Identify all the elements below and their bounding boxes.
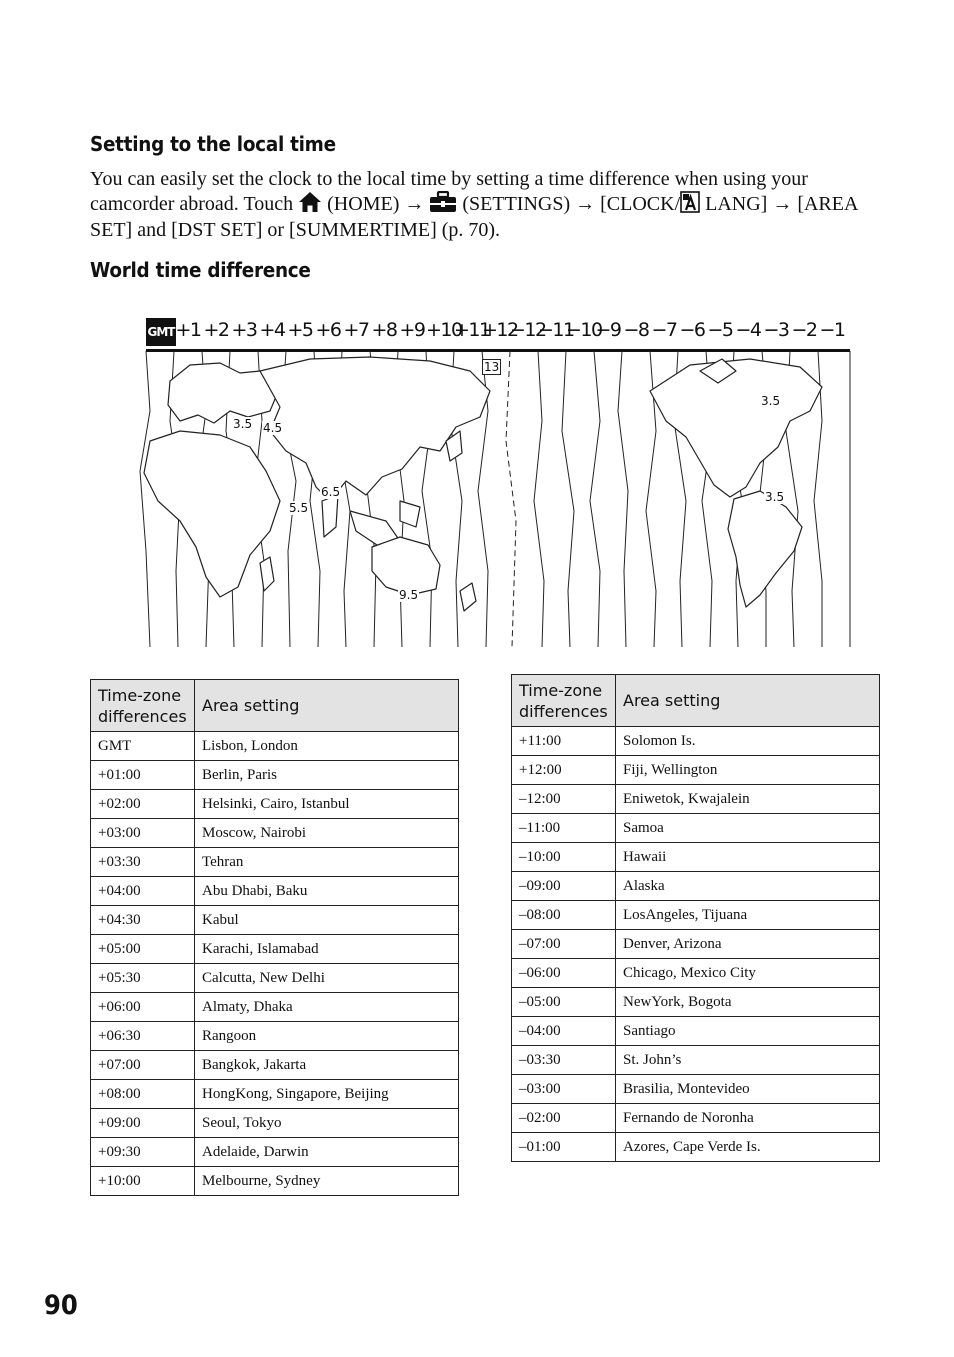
tz-label: −6 — [679, 319, 705, 341]
tz-diff-cell: +03:00 — [91, 819, 195, 848]
tz-label: −8 — [623, 319, 649, 341]
table-row — [512, 727, 880, 756]
map-note: 5.5 — [289, 501, 309, 515]
para-text-c: (SETTINGS) → [CLOCK/ — [457, 193, 681, 215]
table-row — [512, 1133, 880, 1162]
tz-diff-cell: +11:00 — [512, 727, 616, 756]
area-cell: Eniwetok, Kwajalein — [616, 785, 880, 814]
tz-label: +2 — [203, 319, 229, 341]
table-row — [512, 814, 880, 843]
tz-diff-cell: +04:00 — [91, 877, 195, 906]
table-row — [91, 1109, 459, 1138]
tz-diff-cell: –02:00 — [512, 1104, 616, 1133]
table-row — [91, 1051, 459, 1080]
table-row — [91, 964, 459, 993]
area-cell: St. John’s — [616, 1046, 880, 1075]
table-row — [512, 959, 880, 988]
table-row — [91, 1080, 459, 1109]
tz-diff-cell: –08:00 — [512, 901, 616, 930]
table-row — [91, 906, 459, 935]
tz-label: −11 — [538, 319, 574, 341]
tz-diff-cell: +05:00 — [91, 935, 195, 964]
para-text-a: You can easily set the clock to the local time by setting a time difference when using your camcorder abroad. Touch — [90, 168, 808, 215]
tz-diff-cell: –03:30 — [512, 1046, 616, 1075]
table-row — [91, 1022, 459, 1051]
table-row — [512, 988, 880, 1017]
table-row — [91, 732, 459, 761]
table-row — [91, 935, 459, 964]
table-row — [512, 1075, 880, 1104]
header-time-zone: Time-zone differences — [91, 680, 195, 732]
area-cell: Bangkok, Jakarta — [195, 1051, 459, 1080]
area-cell: Helsinki, Cairo, Istanbul — [195, 790, 459, 819]
area-cell: Fiji, Wellington — [616, 756, 880, 785]
tz-diff-cell: –04:00 — [512, 1017, 616, 1046]
page-number: 90 — [44, 1290, 78, 1321]
table-row — [512, 1017, 880, 1046]
tz-diff-cell: +07:00 — [91, 1051, 195, 1080]
tz-diff-cell: +08:00 — [91, 1080, 195, 1109]
table-row — [512, 756, 880, 785]
table-row — [512, 930, 880, 959]
tz-label: −1 — [819, 319, 845, 341]
area-cell: Kabul — [195, 906, 459, 935]
tz-label: +1 — [175, 319, 201, 341]
map-note: 3.5 — [761, 394, 781, 408]
area-cell: Brasilia, Montevideo — [616, 1075, 880, 1104]
tz-diff-cell: +01:00 — [91, 761, 195, 790]
table-row — [91, 1167, 459, 1196]
tz-label: +9 — [399, 319, 425, 341]
area-cell: NewYork, Bogota — [616, 988, 880, 1017]
table-row — [91, 877, 459, 906]
table-row — [91, 761, 459, 790]
area-cell: Moscow, Nairobi — [195, 819, 459, 848]
area-cell: Samoa — [616, 814, 880, 843]
area-cell: Tehran — [195, 848, 459, 877]
area-cell: Karachi, Islamabad — [195, 935, 459, 964]
tz-label: +11 — [454, 319, 490, 341]
tz-diff-cell: –07:00 — [512, 930, 616, 959]
area-cell: Azores, Cape Verde Is. — [616, 1133, 880, 1162]
area-cell: Chicago, Mexico City — [616, 959, 880, 988]
tz-label: +12 — [482, 319, 518, 341]
area-cell: Santiago — [616, 1017, 880, 1046]
tz-diff-cell: +09:00 — [91, 1109, 195, 1138]
tz-diff-cell: –06:00 — [512, 959, 616, 988]
tz-label: −12 — [510, 319, 546, 341]
tz-label: −5 — [707, 319, 733, 341]
world-time-map — [110, 315, 852, 647]
tz-label: −3 — [763, 319, 789, 341]
toolbox-icon — [429, 191, 457, 219]
table-row — [91, 819, 459, 848]
table-row — [91, 993, 459, 1022]
tz-diff-cell: –11:00 — [512, 814, 616, 843]
tz-diff-cell: +04:30 — [91, 906, 195, 935]
area-cell: Abu Dhabi, Baku — [195, 877, 459, 906]
table-row — [512, 843, 880, 872]
tz-diff-cell: +03:30 — [91, 848, 195, 877]
home-icon — [298, 191, 322, 219]
area-cell: Denver, Arizona — [616, 930, 880, 959]
map-note: 4.5 — [263, 421, 283, 435]
tz-label: +10 — [426, 319, 462, 341]
tz-diff-cell: –09:00 — [512, 872, 616, 901]
tz-label: −10 — [566, 319, 602, 341]
tz-diff-cell: +02:00 — [91, 790, 195, 819]
area-cell: LosAngeles, Tijuana — [616, 901, 880, 930]
table-row — [91, 848, 459, 877]
tz-diff-cell: +10:00 — [91, 1167, 195, 1196]
time-zone-table-left — [90, 679, 459, 1196]
language-a-icon — [680, 191, 700, 219]
tz-diff-cell: +05:30 — [91, 964, 195, 993]
map-note: 3.5 — [765, 490, 785, 504]
tz-diff-cell: +06:00 — [91, 993, 195, 1022]
tz-label: +4 — [259, 319, 285, 341]
area-cell: Lisbon, London — [195, 732, 459, 761]
tz-diff-cell: +12:00 — [512, 756, 616, 785]
map-note: 13 — [484, 360, 500, 374]
tz-label: +6 — [315, 319, 341, 341]
tz-label: −4 — [735, 319, 761, 341]
para-text-b: (HOME) → — [322, 193, 430, 215]
section-heading-local-time: Setting to the local time — [90, 132, 336, 156]
table-row — [512, 1104, 880, 1133]
tz-diff-cell: +09:30 — [91, 1138, 195, 1167]
world-map-drawing — [110, 351, 852, 647]
tz-label: +8 — [371, 319, 397, 341]
table-row — [512, 901, 880, 930]
tz-label: +3 — [231, 319, 257, 341]
tz-label: −2 — [791, 319, 817, 341]
area-cell: Rangoon — [195, 1022, 459, 1051]
area-cell: HongKong, Singapore, Beijing — [195, 1080, 459, 1109]
table-row — [91, 1138, 459, 1167]
table-row — [512, 1046, 880, 1075]
tz-diff-cell: GMT — [91, 732, 195, 761]
map-note: 3.5 — [233, 417, 253, 431]
header-area-setting: Area setting — [616, 675, 880, 727]
area-cell: Seoul, Tokyo — [195, 1109, 459, 1138]
area-cell: Fernando de Noronha — [616, 1104, 880, 1133]
tz-label: −9 — [595, 319, 621, 341]
area-cell: Almaty, Dhaka — [195, 993, 459, 1022]
area-cell: Alaska — [616, 872, 880, 901]
tz-label: +7 — [343, 319, 369, 341]
table-row — [512, 785, 880, 814]
tz-diff-cell: –12:00 — [512, 785, 616, 814]
header-area-setting: Area setting — [195, 680, 459, 732]
tz-label: +5 — [287, 319, 313, 341]
area-cell: Solomon Is. — [616, 727, 880, 756]
table-row — [91, 790, 459, 819]
area-cell: Hawaii — [616, 843, 880, 872]
time-zone-bar — [146, 315, 850, 352]
area-cell: Berlin, Paris — [195, 761, 459, 790]
tz-diff-cell: –10:00 — [512, 843, 616, 872]
tz-label: −7 — [651, 319, 677, 341]
tz-label-gmt: GMT — [146, 318, 176, 346]
tz-diff-cell: +06:30 — [91, 1022, 195, 1051]
section-heading-world-time: World time difference — [90, 258, 311, 282]
tz-diff-cell: –05:00 — [512, 988, 616, 1017]
tz-diff-cell: –03:00 — [512, 1075, 616, 1104]
tz-diff-cell: –01:00 — [512, 1133, 616, 1162]
instruction-paragraph — [90, 168, 860, 242]
para-text-d: LANG] → [AREA SET] and [DST SET] or [SUMMERTIME] (p. 70). — [90, 193, 858, 241]
area-cell: Adelaide, Darwin — [195, 1138, 459, 1167]
table-row — [512, 872, 880, 901]
area-cell: Calcutta, New Delhi — [195, 964, 459, 993]
map-note: 6.5 — [321, 485, 341, 499]
area-cell: Melbourne, Sydney — [195, 1167, 459, 1196]
map-note: 9.5 — [399, 588, 419, 602]
header-time-zone: Time-zone differences — [512, 675, 616, 727]
time-zone-table-right — [511, 674, 880, 1162]
